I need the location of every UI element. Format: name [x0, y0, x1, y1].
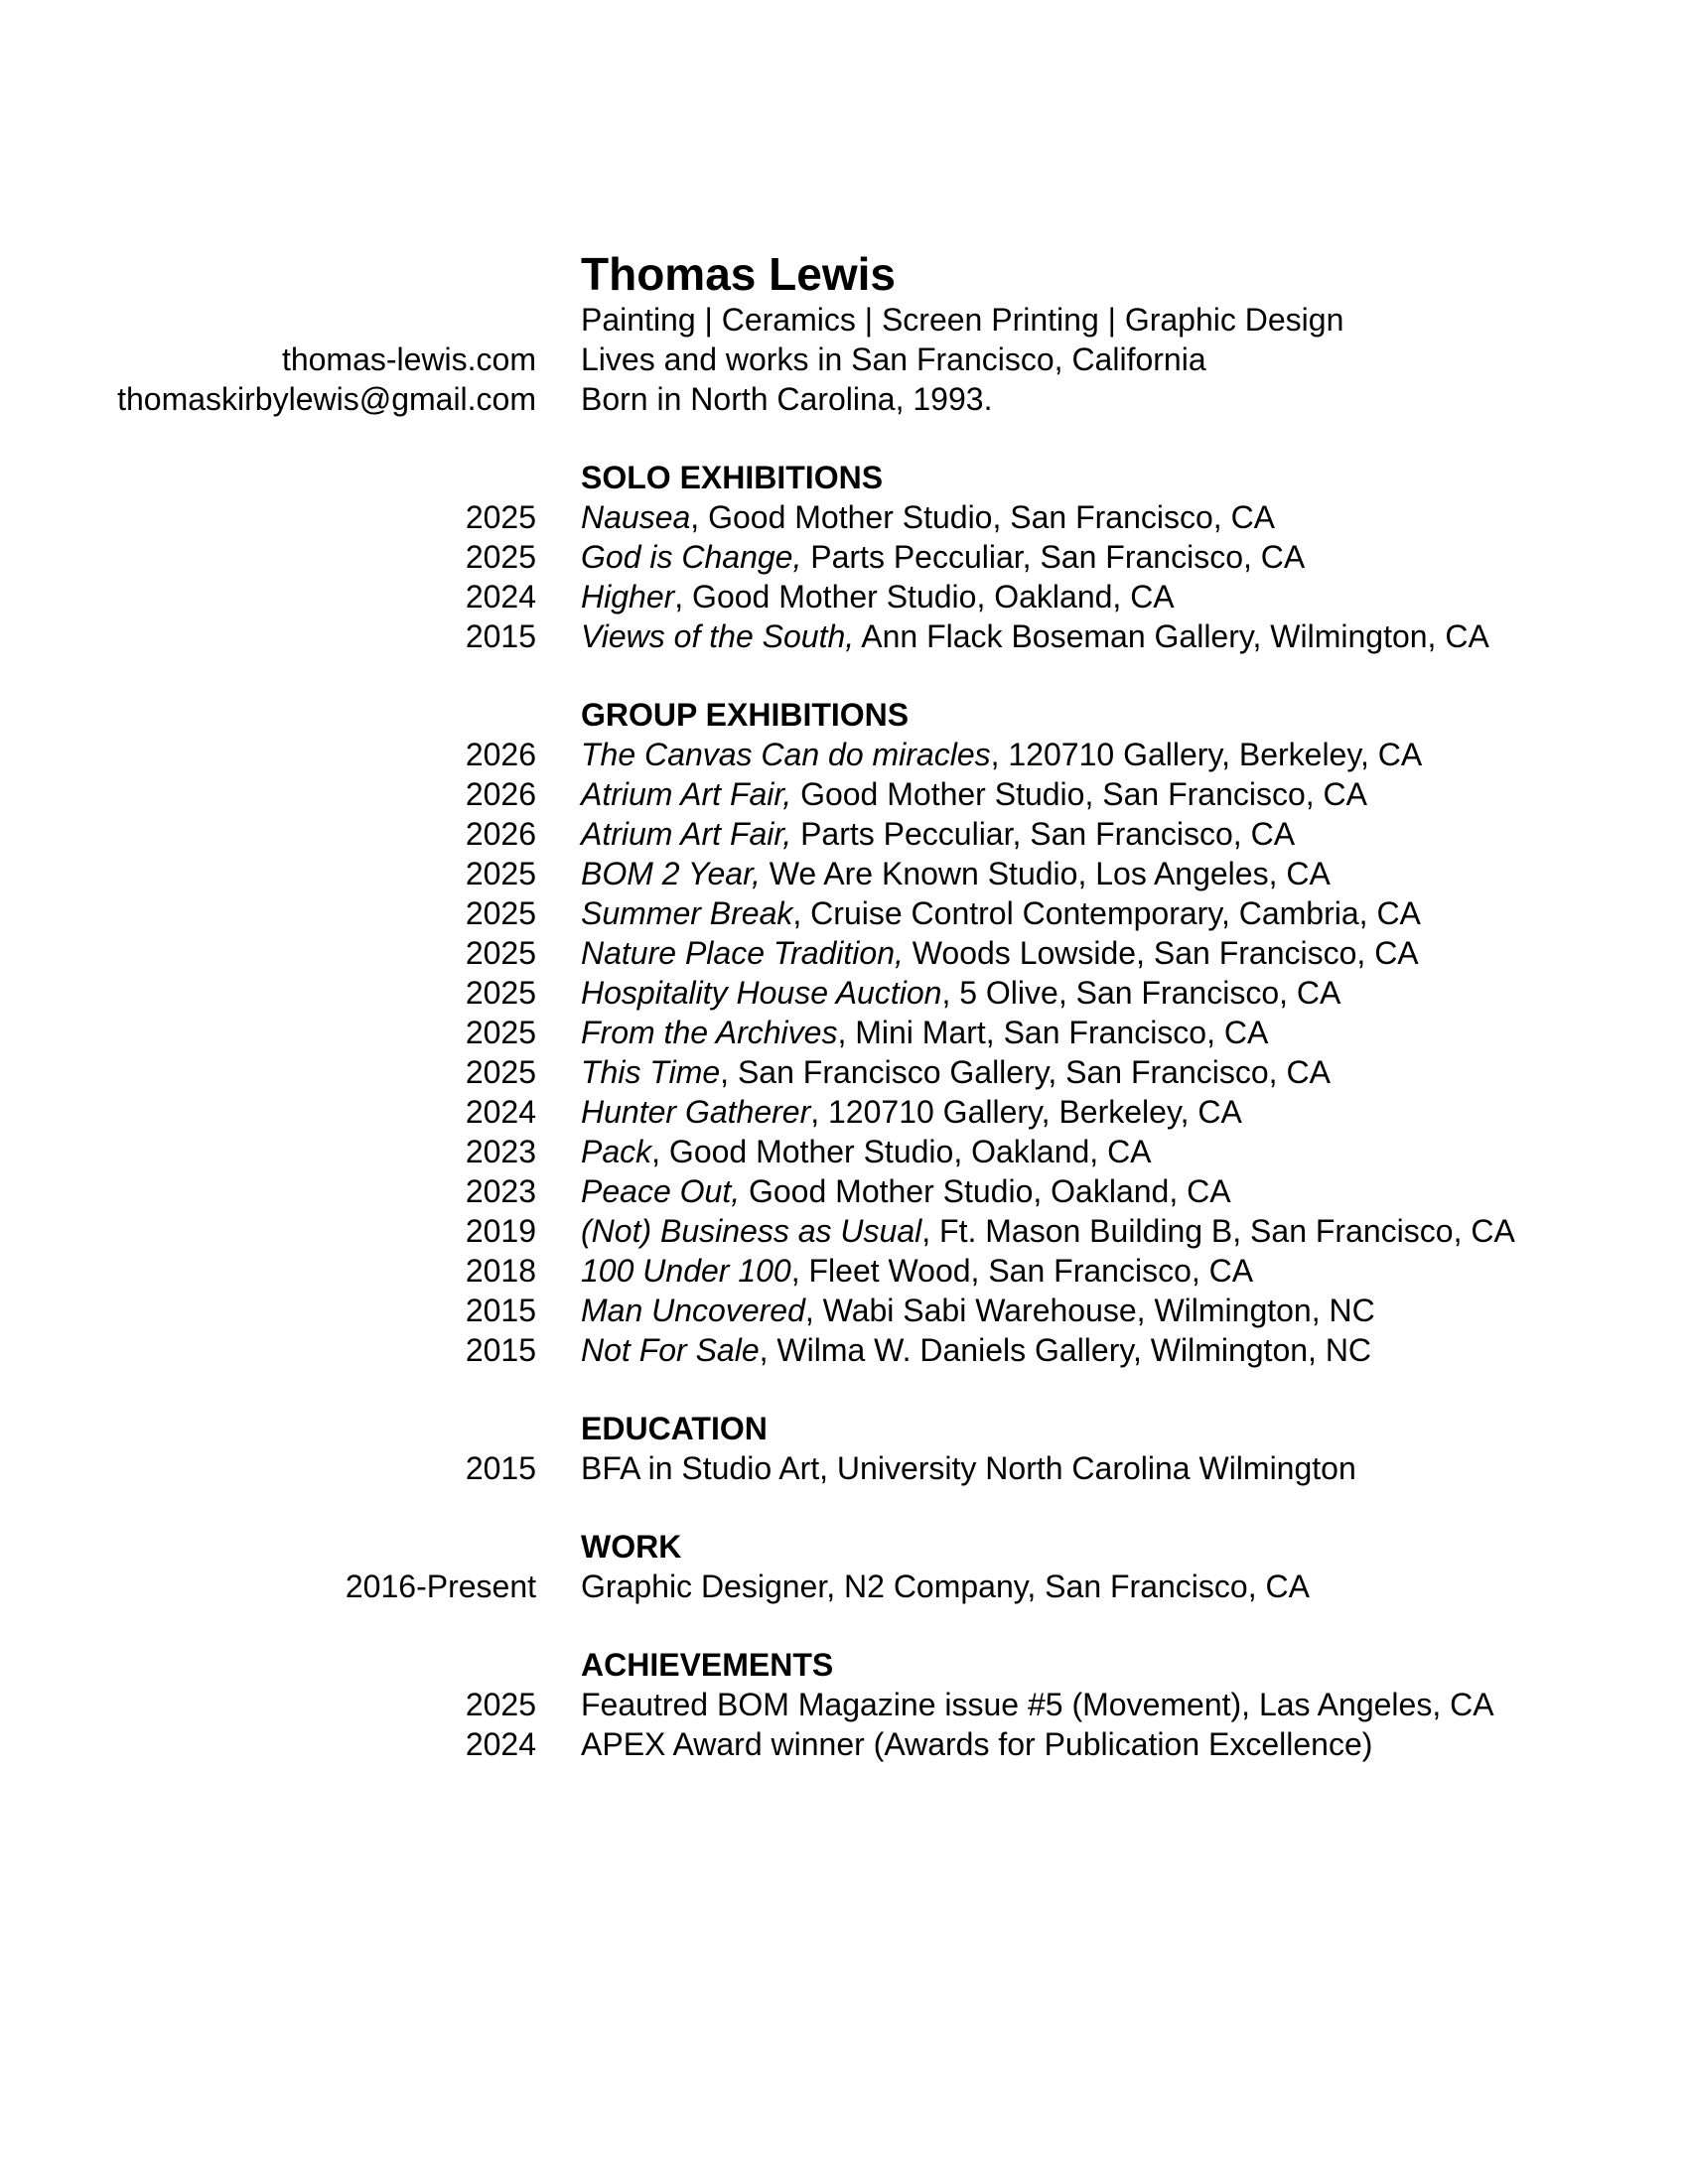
group-exhibition-row — [0, 1251, 1688, 1291]
exhibition-title: Summer Break — [581, 895, 793, 931]
section-heading-education: EDUCATION — [581, 1411, 768, 1446]
entry — [581, 774, 1367, 814]
year: 2016-Present — [345, 1569, 536, 1604]
exhibition-title: Atrium Art Fair, — [581, 776, 792, 812]
exhibition-title: Views of the South, — [581, 618, 855, 654]
education-row — [0, 1448, 1688, 1488]
exhibition-title: BOM 2 Year, — [581, 856, 761, 891]
achievement-row — [0, 1685, 1688, 1724]
exhibition-venue: , Good Mother Studio, San Francisco, CA — [690, 499, 1276, 535]
year: 2023 — [465, 1173, 536, 1209]
group-exhibition-row — [0, 1132, 1688, 1171]
exhibition-venue: Parts Pecculiar, San Francisco, CA — [801, 539, 1306, 575]
year: 2024 — [465, 1726, 536, 1762]
group-exhibition-row — [0, 854, 1688, 893]
year: 2015 — [465, 1450, 536, 1486]
exhibition-title: This Time — [581, 1054, 721, 1090]
exhibition-title: 100 Under 100 — [581, 1253, 791, 1289]
entry: BFA in Studio Art, University North Carolina Wilmington — [581, 1450, 1356, 1486]
entry — [581, 1330, 1371, 1370]
entry — [581, 1052, 1331, 1092]
exhibition-title: God is Change, — [581, 539, 802, 575]
year: 2024 — [465, 579, 536, 614]
year: 2025 — [465, 499, 536, 535]
group-exhibition-row — [0, 814, 1688, 854]
exhibition-title: (Not) Business as Usual — [581, 1213, 922, 1249]
website-link[interactable]: thomas-lewis.com — [281, 341, 536, 377]
exhibition-venue: , Ft. Mason Building B, San Francisco, CA — [921, 1213, 1515, 1249]
group-exhibition-row — [0, 893, 1688, 933]
exhibition-venue: , San Francisco Gallery, San Francisco, CA — [720, 1054, 1331, 1090]
exhibition-venue: We Are Known Studio, Los Angeles, CA — [760, 856, 1331, 891]
year: 2025 — [465, 1054, 536, 1090]
entry: Graphic Designer, N2 Company, San Francisco, CA — [581, 1569, 1310, 1604]
year: 2025 — [465, 539, 536, 575]
header-row — [0, 300, 1688, 340]
year: 2025 — [465, 895, 536, 931]
year: 2015 — [465, 1293, 536, 1328]
exhibition-venue: , Mini Mart, San Francisco, CA — [837, 1015, 1269, 1050]
entry — [581, 1291, 1375, 1330]
solo-exhibition-row — [0, 616, 1688, 656]
exhibition-title: Hunter Gatherer — [581, 1094, 811, 1130]
exhibition-title: Not For Sale — [581, 1332, 760, 1368]
work-row — [0, 1567, 1688, 1606]
exhibition-title: Man Uncovered — [581, 1293, 805, 1328]
artist-name: Thomas Lewis — [581, 248, 896, 300]
year: 2024 — [465, 1094, 536, 1130]
birth-info: Born in North Carolina, 1993. — [581, 381, 993, 417]
solo-exhibition-row — [0, 497, 1688, 537]
solo-exhibition-row — [0, 537, 1688, 577]
year: 2025 — [465, 975, 536, 1011]
exhibition-venue: , Wilma W. Daniels Gallery, Wilmington, NC — [759, 1332, 1372, 1368]
entry — [581, 973, 1340, 1013]
exhibition-title: Nature Place Tradition, — [581, 935, 904, 971]
year: 2026 — [465, 776, 536, 812]
exhibition-venue: , Fleet Wood, San Francisco, CA — [790, 1253, 1254, 1289]
exhibition-venue: , Good Mother Studio, Oakland, CA — [651, 1134, 1152, 1169]
group-exhibition-row — [0, 1052, 1688, 1092]
year: 2025 — [465, 1015, 536, 1050]
exhibition-venue: Woods Lowside, San Francisco, CA — [903, 935, 1419, 971]
year: 2025 — [465, 935, 536, 971]
section-heading-work: WORK — [581, 1529, 682, 1565]
group-exhibition-row — [0, 933, 1688, 973]
year: 2026 — [465, 816, 536, 852]
group-exhibition-row — [0, 735, 1688, 774]
achievement-row — [0, 1724, 1688, 1764]
group-exhibition-row — [0, 1171, 1688, 1211]
year: 2025 — [465, 1687, 536, 1722]
entry — [581, 854, 1331, 893]
exhibition-venue: Good Mother Studio, San Francisco, CA — [791, 776, 1367, 812]
entry — [581, 1211, 1515, 1251]
section-heading-achievements: ACHIEVEMENTS — [581, 1647, 834, 1683]
year: 2015 — [465, 1332, 536, 1368]
group-exhibition-row — [0, 774, 1688, 814]
group-exhibition-row — [0, 1330, 1688, 1370]
exhibition-venue: , 120710 Gallery, Berkeley, CA — [990, 737, 1423, 772]
exhibition-title: Hospitality House Auction — [581, 975, 942, 1011]
group-exhibition-row — [0, 973, 1688, 1013]
entry — [581, 1013, 1268, 1052]
exhibition-title: Higher — [581, 579, 675, 614]
exhibition-venue: , 120710 Gallery, Berkeley, CA — [810, 1094, 1242, 1130]
group-exhibition-row — [0, 1291, 1688, 1330]
section-heading-solo: SOLO EXHIBITIONS — [581, 460, 884, 495]
entry — [581, 1092, 1242, 1132]
entry: Feautred BOM Magazine issue #5 (Movement), Las Angeles, CA — [581, 1687, 1494, 1722]
header-row — [0, 379, 1688, 419]
exhibition-title: From the Archives — [581, 1015, 838, 1050]
exhibition-title: Atrium Art Fair, — [581, 816, 792, 852]
exhibition-venue: Parts Pecculiar, San Francisco, CA — [791, 816, 1296, 852]
year: 2019 — [465, 1213, 536, 1249]
exhibition-venue: , Good Mother Studio, Oakland, CA — [674, 579, 1175, 614]
entry — [581, 1171, 1231, 1211]
exhibition-venue: , Wabi Sabi Warehouse, Wilmington, NC — [804, 1293, 1375, 1328]
year: 2025 — [465, 856, 536, 891]
entry — [581, 735, 1422, 774]
year: 2018 — [465, 1253, 536, 1289]
disciplines: Painting | Ceramics | Screen Printing | Graphic Design — [581, 302, 1344, 338]
entry — [581, 497, 1275, 537]
exhibition-title: The Canvas Can do miracles — [581, 737, 991, 772]
group-exhibition-row — [0, 1013, 1688, 1052]
entry — [581, 616, 1489, 656]
solo-exhibition-row — [0, 577, 1688, 616]
exhibition-venue: Ann Flack Boseman Gallery, Wilmington, CA — [854, 618, 1489, 654]
exhibition-title: Peace Out, — [581, 1173, 741, 1209]
year: 2023 — [465, 1134, 536, 1169]
exhibition-venue: , Cruise Control Contemporary, Cambria, CA — [792, 895, 1421, 931]
year: 2026 — [465, 737, 536, 772]
group-exhibition-row — [0, 1211, 1688, 1251]
entry — [581, 1251, 1253, 1291]
entry — [581, 1132, 1152, 1171]
exhibition-venue: , 5 Olive, San Francisco, CA — [941, 975, 1341, 1011]
header-row — [0, 340, 1688, 379]
section-heading-group: GROUP EXHIBITIONS — [581, 697, 910, 733]
email-link[interactable]: thomaskirbylewis@gmail.com — [117, 381, 536, 417]
exhibition-venue: Good Mother Studio, Oakland, CA — [740, 1173, 1231, 1209]
entry: APEX Award winner (Awards for Publication Excellence) — [581, 1726, 1373, 1762]
location: Lives and works in San Francisco, California — [581, 341, 1206, 377]
entry — [581, 537, 1305, 577]
entry — [581, 577, 1175, 616]
entry — [581, 933, 1419, 973]
entry — [581, 814, 1295, 854]
group-exhibition-row — [0, 1092, 1688, 1132]
entry — [581, 893, 1421, 933]
year: 2015 — [465, 618, 536, 654]
exhibition-title: Pack — [581, 1134, 652, 1169]
exhibition-title: Nausea — [581, 499, 691, 535]
